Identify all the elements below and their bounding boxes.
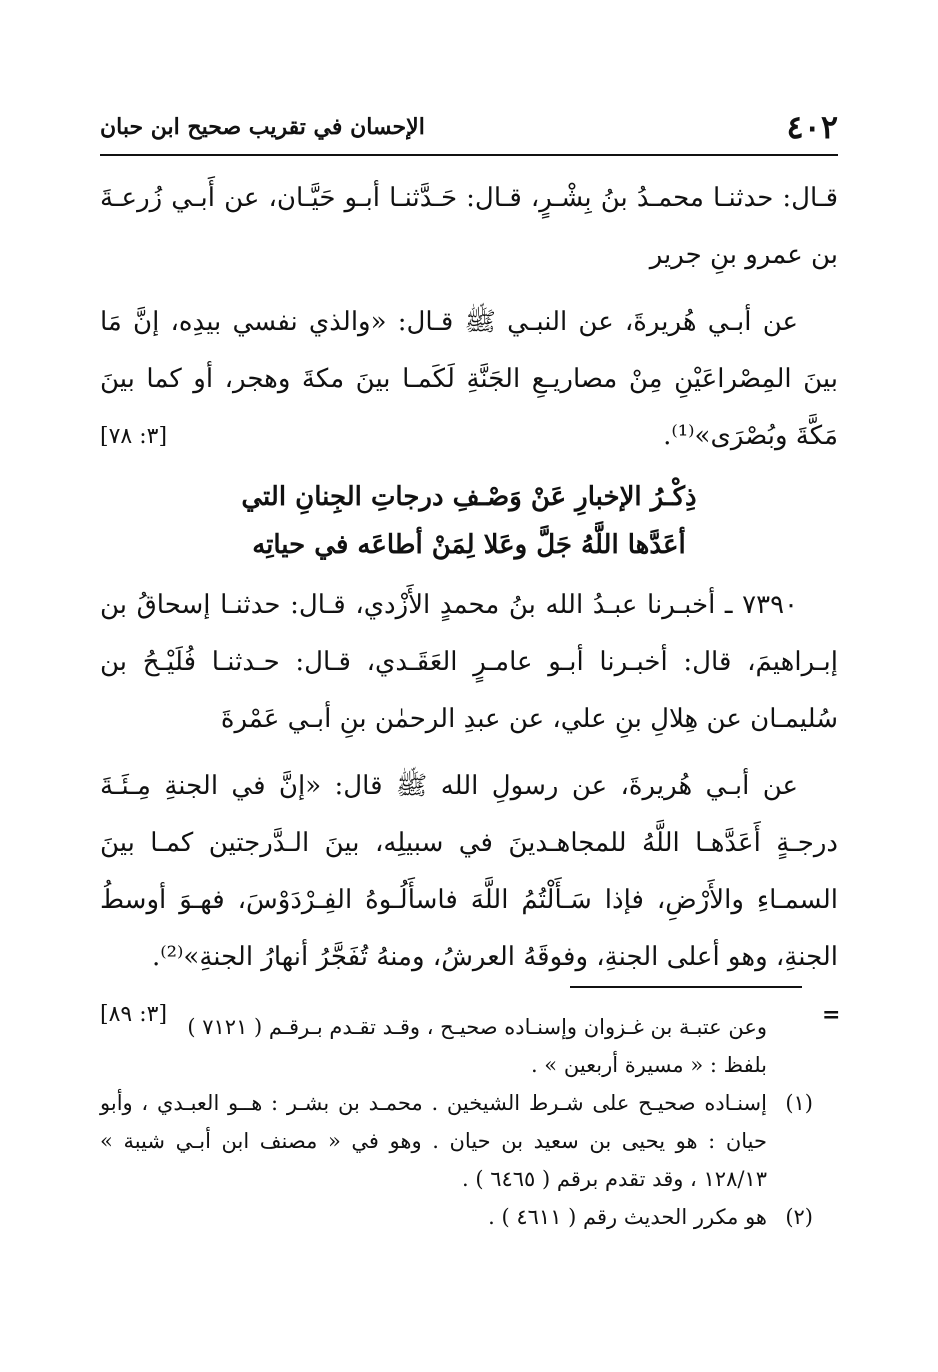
footnote-separator: [570, 986, 802, 988]
reference-1: [٣: ٧٨]: [100, 424, 168, 449]
paragraph-hadith-1: عن أبـي هُريرةَ، عن النبـي ﷺ قـال: «والذي نفسي بيدِه، إنَّ مَا بينَ المِصْراعَيْنِ مِنْ مصاريـعِ الجَنَّةِ لَكَمـا بينَ مكةَ وهجر، أو كما بينَ مَكَّةَ وبُصْرَى»⁽¹⁾.: [100, 307, 838, 451]
page-number: ٤٠٢: [786, 108, 838, 146]
section-heading-line-1: ذِكْـرُ الإخبارِ عَنْ وَصْـفِ درجاتِ الجِنانِ التي: [241, 482, 697, 512]
footnote-continuation-line-1: وعن عتبـة بن غـزوان وإسنـاده صحيـح ، وقـد تقـدم بـرقـم ( ٧١٢١ ): [187, 1015, 767, 1039]
footnote-2-text: هو مكرر الحديث رقم ( ٤٦١١ ) .: [488, 1205, 767, 1229]
footnote-2: [100, 1198, 813, 1236]
paragraph-isnad-1: قـال: حدثنـا محمـدُ بنُ بِشْـرٍ، قـال: حَـدَّثنـا أبـو حَيَّـان، عن أَبـي زُرعـةَ بن عمرو بنِ جرير: [100, 183, 838, 270]
main-text: [100, 170, 841, 1043]
footnotes: [100, 1008, 813, 1236]
footnote-1-text: إسنـاده صحيـح على شـرط الشيخين . محمـد بن بشـر : هــو العبـدي ، وأبو حيان : هو يحيى بن سعيد بن حيان . وهو في « مصنف ابن أبـي شيبة » ١٢٨/١٣ ، وقد تقدم برقم ( ٦٤٦٥ ) .: [100, 1091, 767, 1191]
running-title: الإحسان في تقريب صحيح ابن حبان: [100, 114, 425, 140]
section-heading: [100, 473, 838, 569]
paragraph-hadith-2: عن أبـي هُريرةَ، عن رسولِ الله ﷺ قال: «إنَّ في الجنةِ مِـئَـةَ درجـةٍ أَعَدَّهـا اللَّهُ للمجاهـدينَ في سبيلِه، بينَ الـدَّرجتين كمـا بينَ السمـاءِ والأَرْضِ، فإذا سَـأَلْتُمُ اللَّهَ فاسأَلُـوهُ الفِـرْدَوْسَ، فهـوَ أوسطُ الجنةِ، وهو أعلى الجنةِ، وفوقَهُ العرشُ، ومنهُ تُفَجَّرُ أنهارُ الجنةِ»⁽²⁾.: [100, 771, 838, 972]
footnote-continuation-line-2: بلفظ : « مسيرة أربعين » .: [530, 1053, 767, 1077]
footnote-1: [100, 1084, 813, 1198]
reference-2: [٣: ٨٩]: [100, 1002, 168, 1027]
continuation-mark: =: [822, 1002, 841, 1028]
footnote-2-number: (٢): [785, 1205, 813, 1229]
section-heading-line-2: أعَدَّها اللَّهُ جَلَّ وعَلا لِمَنْ أطاعَه في حياتِه: [252, 530, 686, 560]
page-header: [100, 108, 838, 156]
paragraph-isnad-2: ٧٣٩٠ ـ أخبـرنا عبـدُ الله بنُ محمدٍ الأَزْدي، قـال: حدثنـا إسحاقُ بن إبـراهيمَ، قال: أخبـرنا أبـو عامـرٍ العَقَـدي، قـال: حـدثنـا فُلَيْـحُ بن سُليمـان عن هِلالِ بنِ علي، عن عبدِ الرحمٰن بنِ أبـي عَمْرةَ: [100, 590, 838, 734]
footnote-1-number: (١): [785, 1091, 813, 1115]
